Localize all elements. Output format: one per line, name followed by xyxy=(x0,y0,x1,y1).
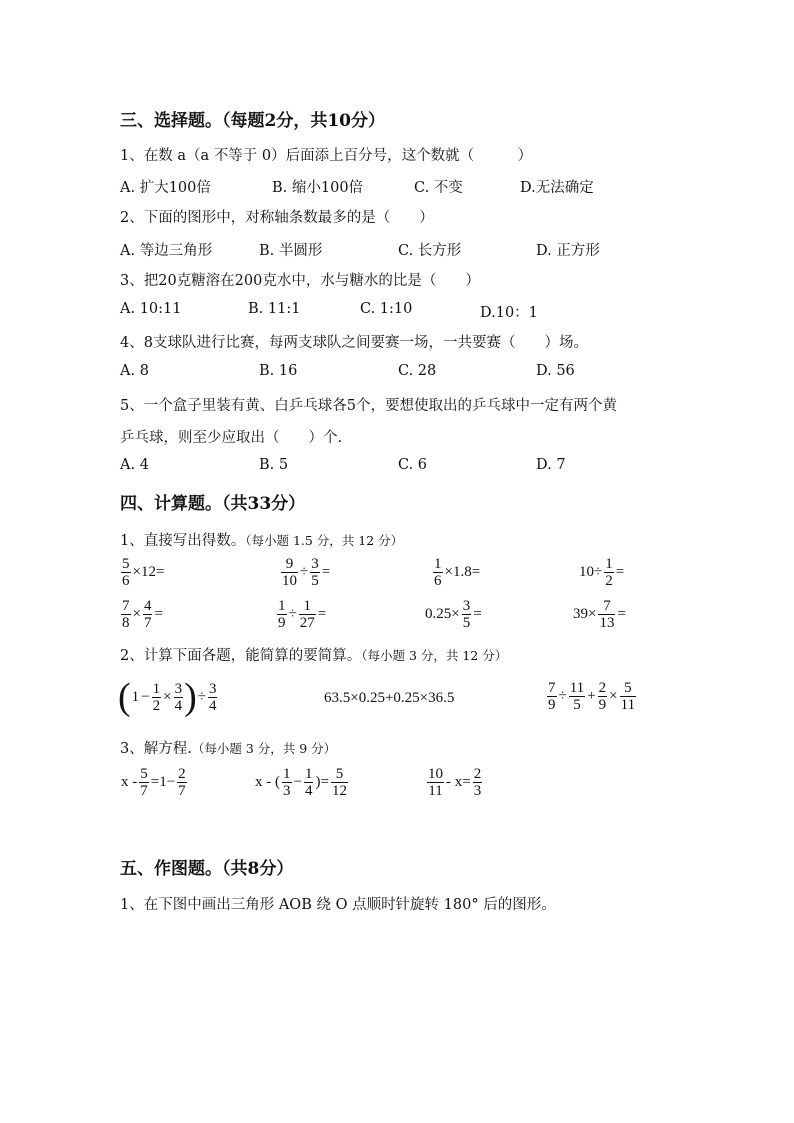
question-5-option-c: C. 6 xyxy=(398,457,428,473)
question-4-option-d: D. 56 xyxy=(536,363,575,379)
calc-q1-item-b: $\frac{9}{10}$ ÷ $\frac{3}{5}$ = xyxy=(282,556,331,589)
question-5-option-d: D. 7 xyxy=(536,457,566,473)
calc-q2-label xyxy=(120,644,507,665)
equation-c: $\frac{10}{11}$ - x= $\frac{2}{3}$ xyxy=(428,766,482,799)
question-1-option-d: D.无法确定 xyxy=(520,180,594,196)
question-3-option-c: C. 1:10 xyxy=(360,301,413,317)
calc-q2-note: （每小题 3 分，共 12 分） xyxy=(361,648,508,663)
calc-q1-label xyxy=(120,529,403,550)
calc-q1-item-g: 0.25× $\frac{3}{5}$ = xyxy=(425,598,482,631)
question-3-option-d: D.10：1 xyxy=(480,305,538,321)
calc-q2-text: 2、计算下面各题，能简算的要简算。 xyxy=(120,648,362,664)
calc-q1-item-f: $\frac{1}{9}$ ÷ $\frac{1}{27}$ = xyxy=(278,598,327,631)
calc-q1-item-c: $\frac{1}{6}$ ×1.8= xyxy=(434,556,481,589)
calc-q1-text: 1、直接写出得数。 xyxy=(120,533,246,549)
calc-q1-item-e: $\frac{7}{8}$ × $\frac{4}{7}$ = xyxy=(122,598,163,631)
question-5-option-a: A. 4 xyxy=(120,457,149,473)
calc-q2-item-b: 63.5×0.25+0.25×36.5 xyxy=(324,690,455,706)
calc-q2-item-a: (1 − $\frac{1}{2}$ × $\frac{3}{4}$ )÷ $\frac{3}{4}$ xyxy=(118,676,217,718)
question-3-option-a: A. 10:11 xyxy=(120,301,182,317)
question-5-stem-line-2: 乒乓球，则至少应取出（ ）个. xyxy=(120,430,343,446)
calc-q3-note: （每小题 3 分，共 9 分） xyxy=(191,741,337,756)
drawing-q1-stem: 1、在下图中画出三角形 AOB 绕 O 点顺时针旋转 180° 后的图形。 xyxy=(120,897,556,913)
calc-q1-item-h: 39× $\frac{7}{13}$ = xyxy=(573,598,626,631)
calc-q2-item-c: $\frac{7}{9}$ ÷ $\frac{11}{5}$ + $\frac{2}{9}$ × $\frac{5}{11}$ xyxy=(548,680,636,713)
question-3-option-b: B. 11:1 xyxy=(248,301,301,317)
calc-q3-text: 3、解方程. xyxy=(120,741,192,757)
question-1-option-c: C. 不变 xyxy=(414,180,463,196)
equation-a: x - $\frac{5}{7}$ =1− $\frac{2}{7}$ xyxy=(121,766,186,799)
question-1-option-a: A. 扩大100倍 xyxy=(120,180,211,196)
question-5-option-b: B. 5 xyxy=(259,457,289,473)
calc-q1-item-a: $\frac{5}{6}$ ×12= xyxy=(122,556,165,589)
section-5-title: 五、作图题。（共8分） xyxy=(120,859,294,879)
question-4-option-b: B. 16 xyxy=(259,363,298,379)
question-4-option-a: A. 8 xyxy=(120,363,149,379)
calc-q3-label xyxy=(120,737,336,758)
question-3-stem: 3、把20克糖溶在200克水中，水与糖水的比是（ ） xyxy=(120,273,480,289)
question-5-stem-line-1: 5、一个盒子里装有黄、白乒乓球各5个，要想使取出的乒乓球中一定有两个黄 xyxy=(120,398,617,414)
question-2-option-d: D. 正方形 xyxy=(536,243,600,259)
question-4-option-c: C. 28 xyxy=(398,363,437,379)
calc-q1-item-d: 10÷ $\frac{1}{2}$ = xyxy=(579,556,625,589)
question-2-option-b: B. 半圆形 xyxy=(259,243,323,259)
question-4-stem: 4、8支球队进行比赛，每两支球队之间要赛一场，一共要赛（ ）场。 xyxy=(120,335,588,351)
section-3-title: 三、选择题。（每题2分，共10分） xyxy=(120,111,385,131)
equation-b: x - ( $\frac{1}{3}$ − $\frac{1}{4}$ )= $\frac{5}{12}$ xyxy=(255,766,347,799)
question-2-option-a: A. 等边三角形 xyxy=(120,243,213,259)
question-1-stem: 1、在数 a（a 不等于 0）后面添上百分号，这个数就（ ） xyxy=(120,148,533,164)
question-2-stem: 2、下面的图形中，对称轴条数最多的是（ ） xyxy=(120,210,434,226)
question-2-option-c: C. 长方形 xyxy=(398,243,462,259)
section-4-title: 四、计算题。（共33分） xyxy=(120,494,306,514)
question-1-option-b: B. 缩小100倍 xyxy=(272,180,364,196)
calc-q1-note: （每小题 1.5 分，共 12 分） xyxy=(245,533,404,548)
